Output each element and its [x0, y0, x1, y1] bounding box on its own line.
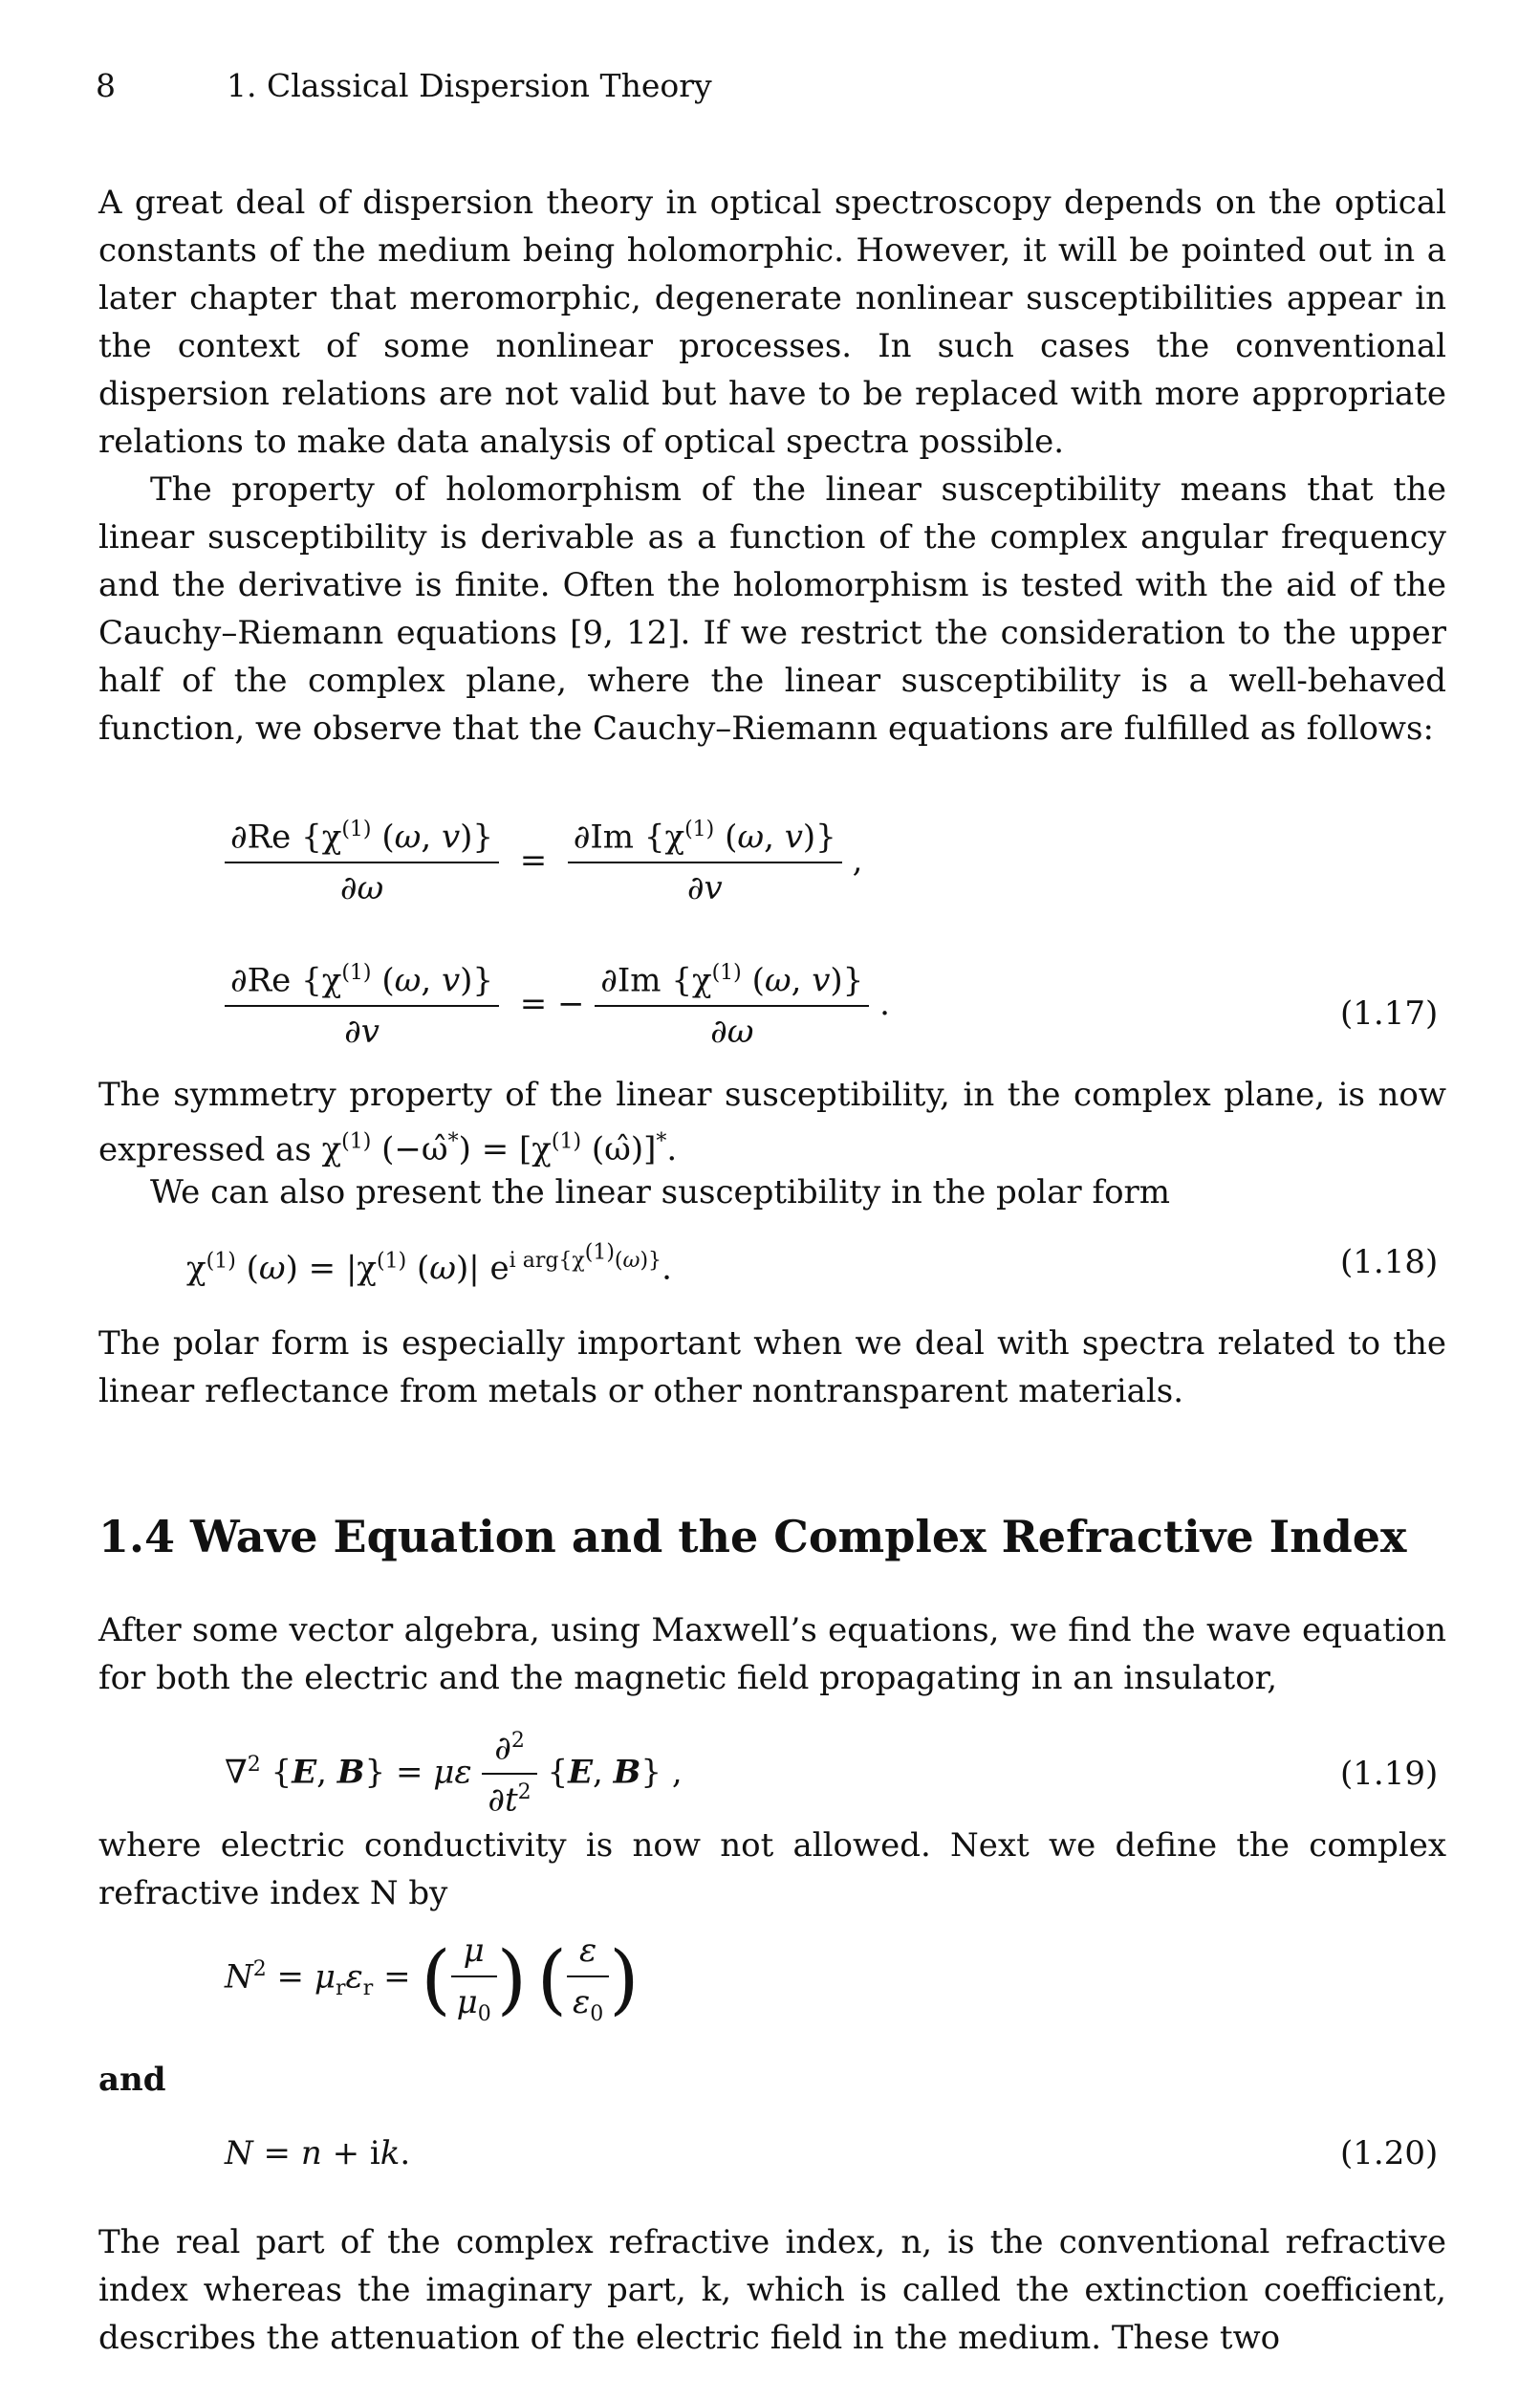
page-number: 8	[96, 67, 116, 104]
equation-number-1-19: (1.19)	[1340, 1755, 1439, 1793]
paragraph-7: where electric conductivity is now not allowed. Next we define the complex refractive index N by	[98, 1826, 1446, 1912]
paragraph-2: The property of holomorphism of the linear susceptibility means that the linear susceptibility is derivable as a function of the complex angular frequency and the derivative is finite. Often the holomorphism is tested with the aid of the Cauchy–Riemann equations [9, 12]. If we restrict the consideration to the upper half of the complex plane, where the linear susceptibility is a well-behaved function, we observe that the Cauchy–Riemann equations are fulfilled as follows:	[98, 470, 1446, 748]
refractive-index-definition: $N^2 = \mu_r\varepsilon_r$ = ( $\frac{\mu}{\mu_0}$ ) ( $\frac{\varepsilon}{\varepsilon_0}$ )	[225, 1932, 640, 2026]
cauchy-riemann-eq-2: $\frac{\partial Re \{\chi^{(1)} (\omega, v)\}}{\partial v}$ = − $\frac{\partial Im \{\chi^{(1)} (\omega, v)\}}{\partial\omega}$ .	[225, 961, 890, 1051]
equation-number-1-18: (1.18)	[1340, 1243, 1439, 1281]
section-heading: 1.4 Wave Equation and the Complex Refractive Index	[98, 1511, 1407, 1562]
complex-index-equation: N = n + ik.	[225, 2134, 411, 2172]
cauchy-riemann-eq-1: $\frac{\partial Re \{\chi^{(1)} (\omega, v)\}}{\partial\omega}$ = $\frac{\partial Im \{\chi^{(1)} (\omega, v)\}}{\partial v}$ ,	[225, 818, 862, 907]
equation-number-1-17: (1.17)	[1340, 994, 1439, 1033]
paragraph-6: After some vector algebra, using Maxwell’s equations, we find the wave equation for both the electric and the magnetic field propagating in an insulator,	[98, 1611, 1446, 1697]
symmetry-expression: $\chi^{(1)}$ (−ω̂*) = [$\chi^{(1)}$ (ω̂)]*.	[321, 1130, 678, 1169]
running-head: 1. Classical Dispersion Theory	[227, 67, 712, 104]
paragraph-5: The polar form is especially important when we deal with spectra related to the linear reflectance from metals or other nontransparent materials.	[98, 1324, 1446, 1410]
wave-equation: ∇$^2$ {E, B} = με $\frac{\partial^2}{\partial t^2}$ {E, B} ,	[225, 1729, 683, 1820]
paragraph-4: We can also present the linear susceptibility in the polar form	[150, 1173, 1171, 1211]
paragraph-8: The real part of the complex refractive index, n, is the conventional refractive index whereas the imaginary part, k, which is called the extinction coefficient, describes the attenuation of the electric field in the medium. These two	[98, 2223, 1446, 2357]
and-word: and	[98, 2061, 166, 2099]
paragraph-1: A great deal of dispersion theory in optical spectroscopy depends on the optical constants of the medium being holomorphic. However, it will be pointed out in a later chapter that meromorphic, degenerate nonlinear susceptibilities appear in the context of some nonlinear processes. In such cases the conventional dispersion relations are not valid but have to be replaced with more appropriate relations to make data analysis of optical spectra possible.	[98, 184, 1446, 461]
paragraph-3	[98, 1071, 1446, 1173]
paragraph-3-text: The symmetry property of the linear susceptibility, in the complex plane, is now expressed as	[98, 1076, 1446, 1169]
polar-form-equation: $\chi^{(1)}$ $(\omega) = |\chi^{(1)}$ (ω)| $e^{i arg\{\chi^{(1)}(\omega)\}}$.	[186, 1241, 672, 1288]
equation-number-1-20: (1.20)	[1340, 2134, 1439, 2172]
